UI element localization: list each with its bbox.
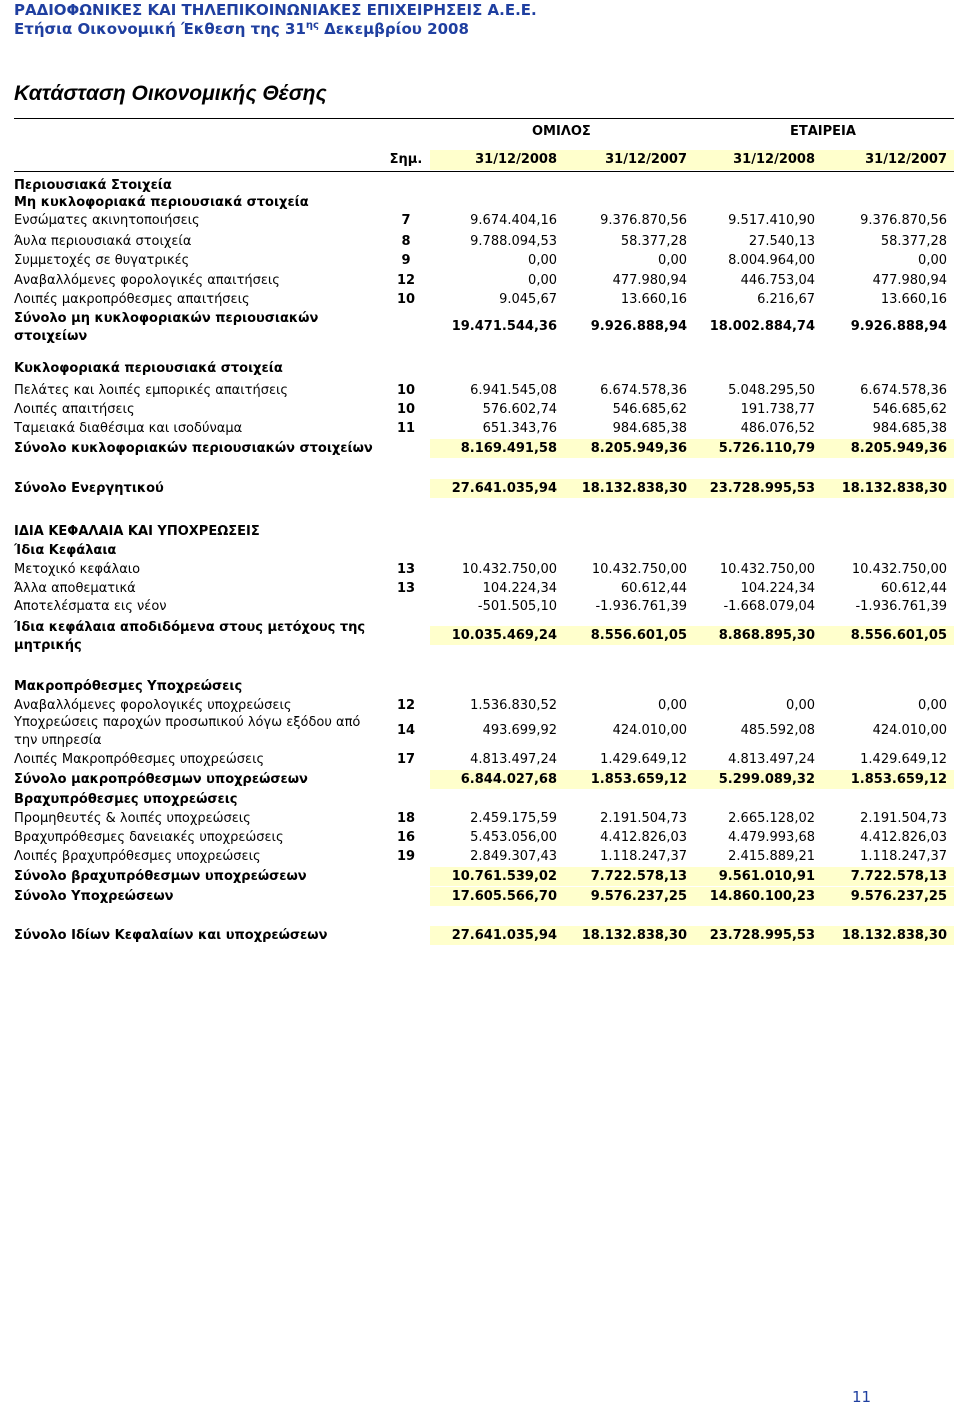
- note-ref: 9: [401, 253, 411, 268]
- row-label: Μακροπρόθεσμες Υποχρεώσεις: [14, 679, 243, 694]
- row-label: Σύνολο Υποχρεώσεων: [14, 889, 174, 904]
- value-cell-4: 1.853.659,12: [850, 772, 947, 787]
- value-cell-2: 8.556.601,05: [590, 628, 687, 643]
- value-cell-3: 8.868.895,30: [718, 628, 815, 643]
- row-label: Σύνολο κυκλοφοριακών περιουσιακών στοιχείων: [14, 441, 373, 456]
- value-cell-4: 546.685,62: [872, 402, 947, 417]
- row-label: Περιουσιακά Στοιχεία: [14, 178, 172, 193]
- value-cell-4: 7.722.578,13: [850, 869, 947, 884]
- value-cell-3: 9.517.410,90: [728, 213, 815, 228]
- value-cell-2: 18.132.838,30: [581, 928, 687, 943]
- value-cell-4: 10.432.750,00: [851, 562, 947, 577]
- value-cell-1: 17.605.566,70: [451, 889, 557, 904]
- value-cell-1: 4.813.497,24: [470, 752, 557, 767]
- date-col-4: 31/12/2007: [865, 152, 947, 167]
- value-cell-2: 477.980,94: [612, 273, 687, 288]
- value-cell-3: 9.561.010,91: [718, 869, 815, 884]
- value-cell-3: 6.216,67: [757, 292, 815, 307]
- note-ref: 17: [396, 752, 416, 767]
- row-label: Λοιπές μακροπρόθεσμες απαιτήσεις: [14, 292, 250, 307]
- value-cell-2: 1.118.247,37: [600, 849, 687, 864]
- note-ref: 7: [401, 213, 411, 228]
- value-cell-2: 60.612,44: [620, 581, 687, 596]
- value-cell-1: 10.761.539,02: [451, 869, 557, 884]
- value-cell-2: 13.660,16: [620, 292, 687, 307]
- value-cell-1: 10.035.469,24: [451, 628, 557, 643]
- row-label: Λοιπές Μακροπρόθεσμες υποχρεώσεις: [14, 752, 265, 767]
- value-cell-4: 1.429.649,12: [860, 752, 947, 767]
- value-cell-1: 19.471.544,36: [451, 319, 557, 334]
- row-label: Βραχυπρόθεσμες υποχρεώσεις: [14, 792, 238, 807]
- value-cell-2: 4.412.826,03: [600, 830, 687, 845]
- report-suffix: Δεκεμβρίου 2008: [318, 20, 469, 38]
- value-cell-3: -1.668.079,04: [723, 599, 815, 614]
- row-label: Ταμειακά διαθέσιμα και ισοδύναμα: [14, 421, 243, 436]
- value-cell-3: 14.860.100,23: [709, 889, 815, 904]
- value-cell-1: 8.169.491,58: [460, 441, 557, 456]
- report-prefix: Ετήσια Οικονομική Έκθεση της 31: [14, 20, 306, 38]
- value-cell-3: 5.048.295,50: [728, 383, 815, 398]
- value-cell-1: 9.674.404,16: [470, 213, 557, 228]
- value-cell-3: 5.299.089,32: [718, 772, 815, 787]
- value-cell-4: 58.377,28: [880, 234, 947, 249]
- value-cell-1: 9.045,67: [499, 292, 557, 307]
- value-cell-3: 2.665.128,02: [728, 811, 815, 826]
- row-label: Αναβαλλόμενες φορολογικές απαιτήσεις: [14, 273, 280, 288]
- value-cell-3: 0,00: [786, 698, 815, 713]
- row-label: Προμηθευτές & λοιπές υποχρεώσεις: [14, 811, 251, 826]
- value-cell-3: 104.224,34: [740, 581, 815, 596]
- value-cell-2: 546.685,62: [612, 402, 687, 417]
- row-label: Μη κυκλοφοριακά περιουσιακά στοιχεία: [14, 195, 309, 210]
- row-label: Σύνολο μη κυκλοφοριακών περιουσιακών στοιχείων: [14, 311, 319, 344]
- value-cell-3: 27.540,13: [748, 234, 815, 249]
- page-number: 11: [852, 1388, 872, 1406]
- value-cell-2: 2.191.504,73: [600, 811, 687, 826]
- value-cell-3: 18.002.884,74: [709, 319, 815, 334]
- value-cell-4: 9.576.237,25: [850, 889, 947, 904]
- row-label: Ίδια Κεφάλαια: [14, 543, 117, 558]
- value-cell-3: 486.076,52: [740, 421, 815, 436]
- value-cell-3: 191.738,77: [740, 402, 815, 417]
- value-cell-1: 2.849.307,43: [470, 849, 557, 864]
- row-label: Λοιπές βραχυπρόθεσμες υποχρεώσεις: [14, 849, 261, 864]
- value-cell-4: 18.132.838,30: [841, 481, 947, 496]
- value-cell-1: 5.453.056,00: [470, 830, 557, 845]
- row-label: Άλλα αποθεματικά: [14, 581, 136, 596]
- value-cell-2: 18.132.838,30: [581, 481, 687, 496]
- value-cell-2: -1.936.761,39: [595, 599, 687, 614]
- value-cell-1: 576.602,74: [482, 402, 557, 417]
- value-cell-1: 6.941.545,08: [470, 383, 557, 398]
- note-ref: 14: [396, 723, 416, 738]
- value-cell-1: 9.788.094,53: [470, 234, 557, 249]
- value-cell-1: 6.844.027,68: [460, 772, 557, 787]
- value-cell-1: 1.536.830,52: [470, 698, 557, 713]
- value-cell-2: 7.722.578,13: [590, 869, 687, 884]
- value-cell-4: 1.118.247,37: [860, 849, 947, 864]
- value-cell-4: 6.674.578,36: [860, 383, 947, 398]
- note-ref: 13: [396, 562, 416, 577]
- note-ref: 12: [396, 273, 416, 288]
- note-ref: 18: [396, 811, 416, 826]
- note-ref: 16: [396, 830, 416, 845]
- value-cell-4: 0,00: [918, 253, 947, 268]
- group-heading: ΟΜΙΛΟΣ: [532, 124, 591, 139]
- header-rule: [14, 171, 954, 172]
- value-cell-4: 0,00: [918, 698, 947, 713]
- row-label: Κυκλοφοριακά περιουσιακά στοιχεία: [14, 361, 283, 376]
- value-cell-2: 424.010,00: [612, 723, 687, 738]
- row-label: Αποτελέσματα εις νέον: [14, 599, 167, 614]
- value-cell-1: 2.459.175,59: [470, 811, 557, 826]
- note-ref: 11: [396, 421, 416, 436]
- value-cell-3: 5.726.110,79: [718, 441, 815, 456]
- note-ref: 10: [396, 383, 416, 398]
- note-ref: 8: [401, 234, 411, 249]
- row-label: Σύνολο Ενεργητικού: [14, 481, 164, 496]
- row-label: Σύνολο βραχυπρόθεσμων υποχρεώσεων: [14, 869, 307, 884]
- value-cell-4: 4.412.826,03: [860, 830, 947, 845]
- value-cell-4: 18.132.838,30: [841, 928, 947, 943]
- row-label: Σύνολο Ιδίων Κεφαλαίων και υποχρεώσεων: [14, 928, 328, 943]
- date-col-2: 31/12/2007: [605, 152, 687, 167]
- value-cell-2: 8.205.949,36: [590, 441, 687, 456]
- title-rule: [14, 118, 954, 119]
- row-label: Υποχρεώσεις παροχών προσωπικού λόγω εξόδου από την υπηρεσία: [14, 715, 361, 748]
- row-label: Λοιπές απαιτήσεις: [14, 402, 135, 417]
- date-col-3: 31/12/2008: [733, 152, 815, 167]
- value-cell-3: 8.004.964,00: [728, 253, 815, 268]
- report-title: [14, 20, 469, 38]
- row-label: Πελάτες και λοιπές εμπορικές απαιτήσεις: [14, 383, 289, 398]
- row-label: Μετοχικό κεφάλαιο: [14, 562, 141, 577]
- value-cell-1: 493.699,92: [482, 723, 557, 738]
- value-cell-4: -1.936.761,39: [855, 599, 947, 614]
- value-cell-4: 8.205.949,36: [850, 441, 947, 456]
- page-title: Κατάσταση Οικονομικής Θέσης: [14, 82, 327, 105]
- value-cell-4: 984.685,38: [872, 421, 947, 436]
- value-cell-2: 9.576.237,25: [590, 889, 687, 904]
- value-cell-3: 4.479.993,68: [728, 830, 815, 845]
- value-cell-2: 6.674.578,36: [600, 383, 687, 398]
- value-cell-1: 27.641.035,94: [451, 481, 557, 496]
- value-cell-3: 446.753,04: [740, 273, 815, 288]
- value-cell-4: 9.376.870,56: [860, 213, 947, 228]
- value-cell-1: 104.224,34: [482, 581, 557, 596]
- note-ref: 13: [396, 581, 416, 596]
- value-cell-1: 10.432.750,00: [461, 562, 557, 577]
- note-ref: 12: [396, 698, 416, 713]
- value-cell-1: -501.505,10: [477, 599, 557, 614]
- value-cell-2: 9.376.870,56: [600, 213, 687, 228]
- value-cell-4: 9.926.888,94: [850, 319, 947, 334]
- value-cell-2: 984.685,38: [612, 421, 687, 436]
- value-cell-2: 9.926.888,94: [590, 319, 687, 334]
- row-label: Σύνολο μακροπρόθεσμων υποχρεώσεων: [14, 772, 308, 787]
- value-cell-4: 13.660,16: [880, 292, 947, 307]
- value-cell-3: 23.728.995,53: [709, 928, 815, 943]
- value-cell-3: 485.592,08: [740, 723, 815, 738]
- value-cell-3: 23.728.995,53: [709, 481, 815, 496]
- company-heading: ΕΤΑΙΡΕΙΑ: [790, 124, 856, 139]
- value-cell-4: 2.191.504,73: [860, 811, 947, 826]
- row-label: Ενσώματες ακινητοποιήσεις: [14, 213, 200, 228]
- value-cell-1: 27.641.035,94: [451, 928, 557, 943]
- value-cell-2: 1.853.659,12: [590, 772, 687, 787]
- value-cell-2: 1.429.649,12: [600, 752, 687, 767]
- value-cell-4: 477.980,94: [872, 273, 947, 288]
- row-label: Άυλα περιουσιακά στοιχεία: [14, 234, 192, 249]
- date-col-1: 31/12/2008: [475, 152, 557, 167]
- note-ref: 19: [396, 849, 416, 864]
- value-cell-4: 60.612,44: [880, 581, 947, 596]
- company-name: ΡΑΔΙΟΦΩΝΙΚΕΣ ΚΑΙ ΤΗΛΕΠΙΚΟΙΝΩΝΙΑΚΕΣ ΕΠΙΧΕΙΡΗΣΕΙΣ Α.Ε.Ε.: [14, 1, 537, 19]
- row-label: ΙΔΙΑ ΚΕΦΑΛΑΙΑ ΚΑΙ ΥΠΟΧΡΕΩΣΕΙΣ: [14, 524, 260, 539]
- row-label: Αναβαλλόμενες φορολογικές υποχρεώσεις: [14, 698, 292, 713]
- value-cell-1: 651.343,76: [482, 421, 557, 436]
- row-label: Συμμετοχές σε θυγατρικές: [14, 253, 190, 268]
- value-cell-4: 424.010,00: [872, 723, 947, 738]
- report-sup: ης: [305, 20, 319, 31]
- value-cell-4: 8.556.601,05: [850, 628, 947, 643]
- value-cell-2: 0,00: [658, 253, 687, 268]
- value-cell-3: 2.415.889,21: [728, 849, 815, 864]
- value-cell-3: 4.813.497,24: [728, 752, 815, 767]
- value-cell-1: 0,00: [528, 273, 557, 288]
- note-ref: 10: [396, 402, 416, 417]
- row-label: Ίδια κεφάλαια αποδιδόμενα στους μετόχους της μητρικής: [14, 620, 366, 653]
- note-ref: 10: [396, 292, 416, 307]
- value-cell-1: 0,00: [528, 253, 557, 268]
- value-cell-2: 0,00: [658, 698, 687, 713]
- value-cell-2: 10.432.750,00: [591, 562, 687, 577]
- value-cell-3: 10.432.750,00: [719, 562, 815, 577]
- row-label: Βραχυπρόθεσμες δανειακές υποχρεώσεις: [14, 830, 284, 845]
- note-column-header: Σημ.: [389, 152, 423, 167]
- value-cell-2: 58.377,28: [620, 234, 687, 249]
